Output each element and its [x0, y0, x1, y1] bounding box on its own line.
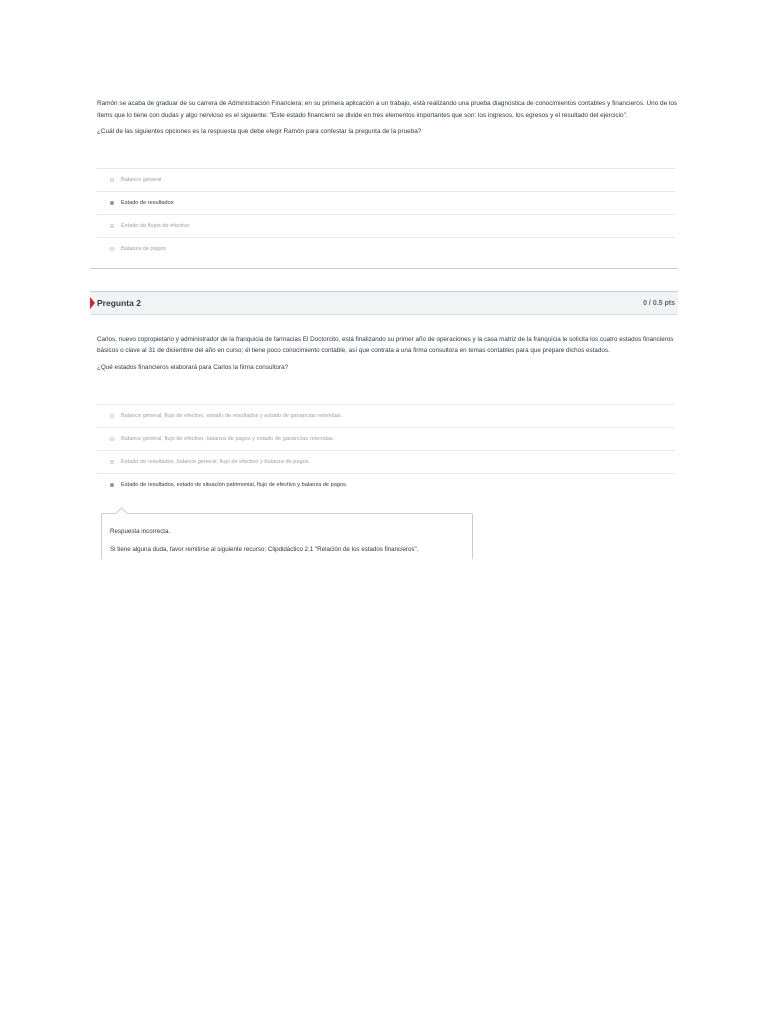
question-2-title: Pregunta 2 [97, 298, 141, 308]
question-2-scenario: Carlos, nuevo copropietario y administrador de la franquicia de farmacias El Doctorcito, está finalizando su primer año de operaciones y la casa matriz de la franquicia le solicita los cuatro estados financieros básicos o clave al 31 de diciembre del año en curso; él tiene poco conocimiento contable, así que contrata a una firma consultora en temas contables para que prepare dichos estados. [97, 336, 674, 355]
radio-button-selected-icon[interactable] [110, 483, 114, 487]
feedback-pointer [115, 507, 128, 520]
incorrect-flag-icon [90, 297, 95, 309]
question-1-scenario: Ramón se acaba de graduar de su carrera de Administración Financiera; en su primera aplicación a un trabajo, está realizando una prueba diagnóstica de conocimientos contables y financieros. Uno de los ítems que lo tiene con dudas y algo nervioso es el siguiente: "Este estado financiero se divide en tres elementos importantes que son: los ingresos, los egresos y el resultado del ejercicio". [97, 100, 678, 119]
question-2-answer-selected[interactable] [97, 473, 675, 496]
question-2-answer[interactable] [97, 404, 675, 427]
question-2-question: ¿Qué estados financieros elaborará para Carlos la firma consultora? [97, 363, 289, 371]
question-1-answer-list [97, 168, 675, 260]
radio-button-icon[interactable] [110, 414, 114, 418]
question-2-prompt [97, 334, 677, 378]
answer-label: Balance general, flujo de efectivo, estado de resultados y estado de ganancias retenidas. [121, 413, 343, 419]
question-1-prompt [97, 98, 679, 143]
answer-label: Estado de resultados, balance general, flujo de efectivo y balanza de pagos. [121, 459, 311, 465]
question-1-question: ¿Cuál de las siguientes opciones es la respuesta que debe elegir Ramón para contestar la pregunta de la prueba? [97, 128, 422, 135]
radio-button-icon[interactable] [110, 460, 114, 464]
feedback-title: Respuesta incorrecta. [110, 528, 171, 535]
question-1-answer[interactable] [97, 214, 675, 237]
answer-label: Balanza de pagos [121, 246, 166, 252]
radio-button-selected-icon[interactable] [110, 201, 114, 205]
feedback-body: Si tiene alguna duda, favor remitirse al siguiente recurso: Clipdidáctico 2.1 "Relación de los estados financieros". [110, 546, 419, 553]
radio-button-icon[interactable] [110, 178, 114, 182]
question-2-points: 0 / 0.5 pts [643, 299, 675, 307]
radio-button-icon[interactable] [110, 437, 114, 441]
question-1-answer-selected[interactable] [97, 191, 675, 214]
question-1-answer[interactable] [97, 237, 675, 260]
question-2-answer-list [97, 404, 675, 496]
answer-label: Balance general [121, 177, 162, 183]
answer-label: Estado de resultados, estado de situación patrimonial, flujo de efectivo y balanza de pagos. [121, 482, 348, 488]
answer-label: Balance general, flujo de efectivo, balanza de pagos y estado de ganancias retenidas. [121, 436, 335, 442]
question-2-header [90, 291, 678, 315]
question-2-answer[interactable] [97, 450, 675, 473]
radio-button-icon[interactable] [110, 247, 114, 251]
question-1-answer[interactable] [97, 168, 675, 191]
radio-button-icon[interactable] [110, 224, 114, 228]
question-2-answer[interactable] [97, 427, 675, 450]
answer-label: Estado de flujos de efectivo [121, 223, 190, 229]
answer-label: Estado de resultados [121, 200, 174, 206]
answer-feedback-box [101, 513, 473, 559]
question-divider [90, 268, 678, 269]
